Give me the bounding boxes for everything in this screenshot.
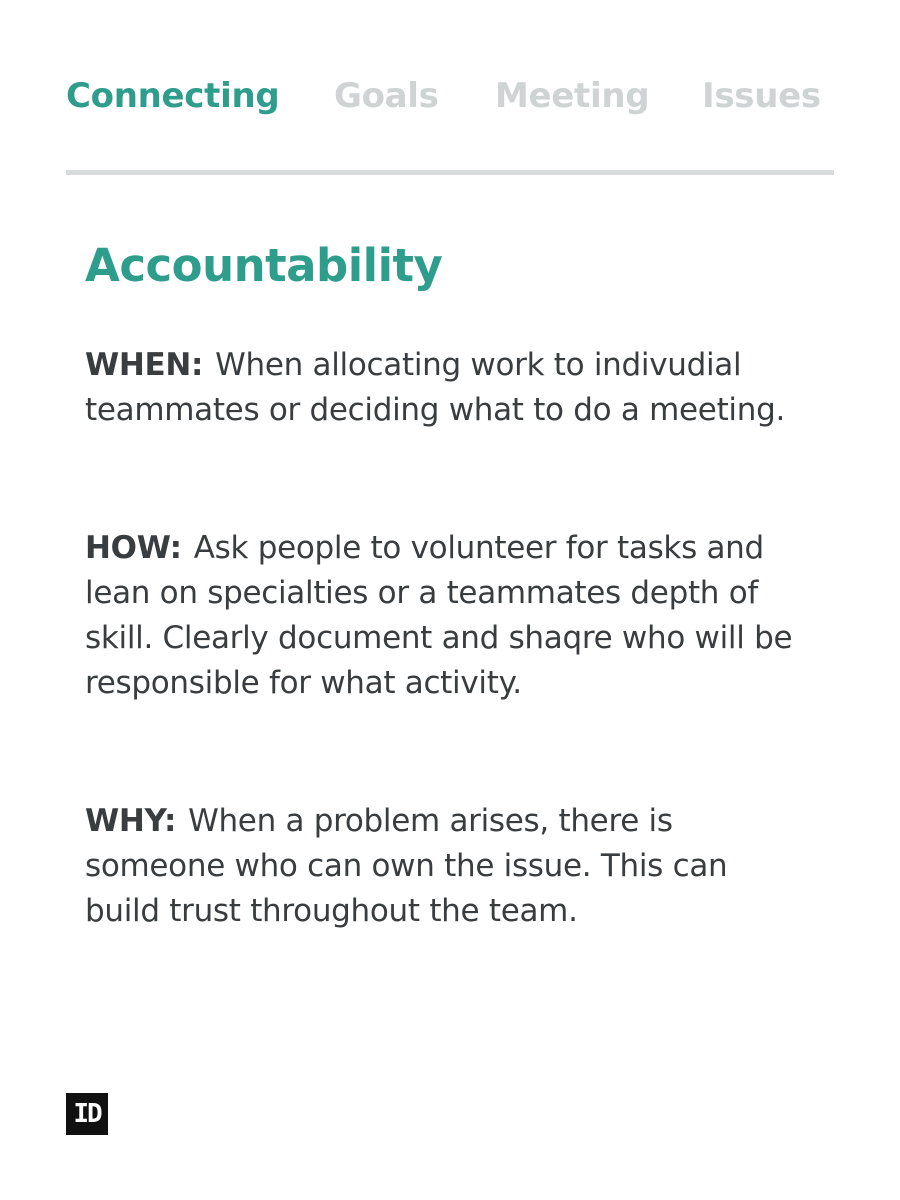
section-when-label: WHEN: (85, 347, 204, 383)
tab-meeting[interactable]: Meeting (495, 76, 650, 116)
section-how-text: Ask people to volunteer for tasks and lean on specialties or a teammates depth of skill. Clearly document and shaqre who will be responsible for what activity. (85, 530, 793, 701)
section-when-text: When allocating work to indivudial teammates or deciding what to do a meeting. (85, 347, 786, 428)
tab-divider (66, 170, 834, 175)
tab-bar (66, 74, 834, 118)
page-title: Accountability (85, 239, 443, 292)
section-how-label: HOW: (85, 530, 182, 566)
section-how (85, 526, 805, 706)
tab-issues[interactable]: Issues (702, 76, 821, 116)
tab-goals[interactable]: Goals (334, 76, 439, 116)
section-why-text: When a problem arises, there is someone who can own the issue. This can build trust throughout the team. (85, 803, 728, 929)
id-logo-icon: ID (66, 1093, 108, 1135)
section-when (85, 343, 805, 433)
section-why (85, 799, 805, 934)
tab-connecting[interactable]: Connecting (66, 76, 280, 116)
section-why-label: WHY: (85, 803, 177, 839)
